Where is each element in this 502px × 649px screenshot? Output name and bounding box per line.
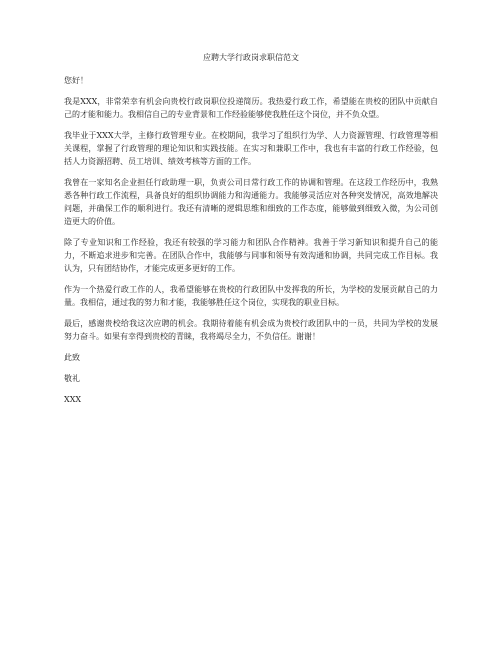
greeting: 您好！ bbox=[64, 76, 88, 85]
paragraph-thanks: 最后，感谢贵校给我这次应聘的机会。我期待着能有机会成为贵校行政团队中的一员，共同为学校的发展努力奋斗。如果有幸得到贵校的青睐，我将竭尽全力，不负信任。谢谢！ bbox=[64, 319, 438, 341]
document-title: 应聘大学行政岗求职信范文 bbox=[203, 53, 299, 62]
paragraph-work-experience: 我曾在一家知名企业担任行政助理一职，负责公司日常行政工作的协调和管理。在这段工作经历中，我熟悉各种行政工作流程，具备良好的组织协调能力和沟通能力。我能够灵活应对各种突发情况，高效地解决问题，并确保工作的顺利进行。我还有清晰的逻辑思维和细致的工作态度，能够做到细致入微，为公司创造更大的价值。 bbox=[64, 178, 438, 226]
paragraph-aspiration: 作为一个热爱行政工作的人，我希望能够在贵校的行政团队中发挥我的所长，为学校的发展贡献自己的力量。我相信，通过我的努力和才能，我能够胜任这个岗位，实现我的职业目标。 bbox=[64, 285, 438, 307]
paragraph-introduction: 我是XXX，非常荣幸有机会向贵校行政岗职位投递简历。我热爱行政工作，希望能在贵校的团队中贡献自己的才能和能力。我相信自己的专业背景和工作经验能够使我胜任这个岗位，并不负众望。 bbox=[64, 97, 438, 119]
signature: XXX bbox=[64, 395, 82, 404]
closing-salutation: 此致 bbox=[64, 353, 80, 362]
paragraph-education: 我毕业于XXX大学，主修行政管理专业。在校期间，我学习了组织行为学、人力资源管理、行政管理等相关课程，掌握了行政管理的理论知识和实践技能。在实习和兼职工作中，我也有丰富的行政工作经验，包括人力资源招聘、员工培训、绩效考核等方面的工作。 bbox=[64, 131, 438, 166]
closing-regards: 敬礼 bbox=[64, 374, 80, 383]
paragraph-skills: 除了专业知识和工作经验，我还有较强的学习能力和团队合作精神。我善于学习新知识和提升自己的能力，不断追求进步和完善。在团队合作中，我能够与同事和领导有效沟通和协调，共同完成工作目标。我认为，只有团结协作，才能完成更多更好的工作。 bbox=[64, 238, 438, 273]
